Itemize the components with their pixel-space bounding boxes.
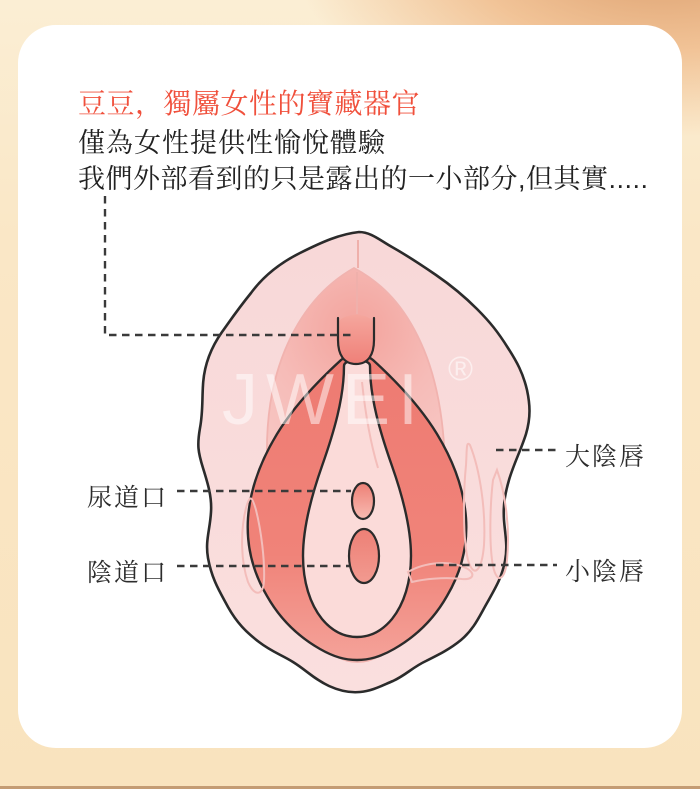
vaginal-opening-shape — [349, 529, 379, 583]
watermark-brand: JWEI — [222, 360, 426, 440]
clitoral-glans-shape — [338, 315, 374, 364]
label-vaginal-opening: 陰道口 — [87, 559, 169, 587]
urethral-opening-shape — [352, 483, 374, 519]
registered-trademark-icon: ® — [448, 350, 474, 388]
label-urethral-opening: 尿道口 — [87, 484, 169, 512]
intro-title: 豆豆，獨屬女性的寶藏器官 — [78, 88, 421, 119]
label-labia-minora: 小陰唇 — [565, 558, 647, 586]
label-labia-majora: 大陰唇 — [565, 443, 647, 471]
intro-description: 我們外部看到的只是露出的一小部分,但其實..... — [78, 164, 649, 194]
intro-subtitle: 僅為女性提供性愉悅體驗 — [78, 128, 386, 158]
